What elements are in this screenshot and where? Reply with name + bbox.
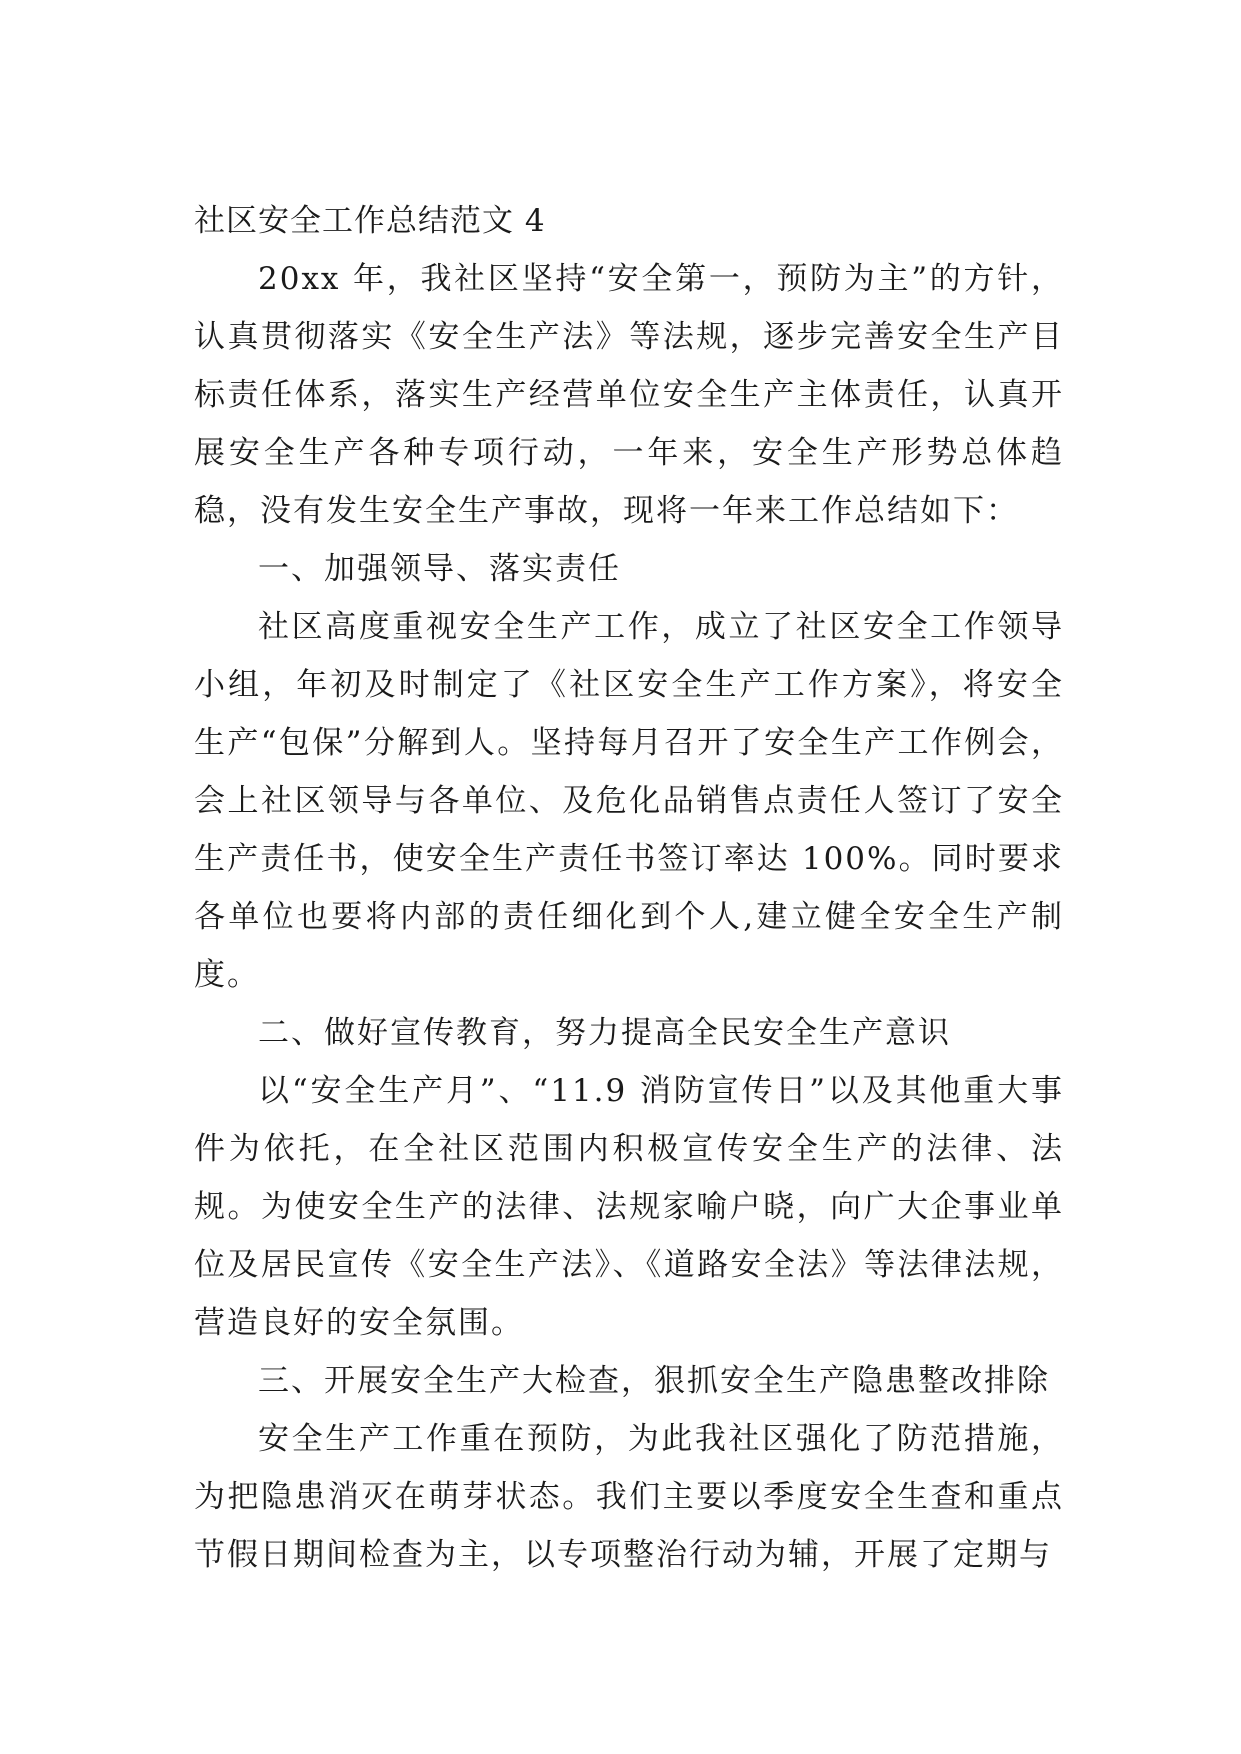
paragraph-section-3: 安全生产工作重在预防，为此我社区强化了防范措施，为把隐患消灭在萌芽状态。我们主要以季度安全生查和重点节假日期间检查为主，以专项整治行动为辅，开展了定期与	[194, 1421, 1064, 1573]
document-body	[194, 192, 1064, 1584]
document-title: 社区安全工作总结范文 4	[194, 203, 546, 239]
paragraph-section-1: 社区高度重视安全生产工作，成立了社区安全工作领导小组，年初及时制定了《社区安全生产工作方案》，将安全生产“包保”分解到人。坚持每月召开了安全生产工作例会，会上社区领导与各单位、及危化品销售点责任人签订了安全生产责任书，使安全生产责任书签订率达 100%。同时要求各单位也要将内部的责任细化到个人,建立健全安全生产制度。	[194, 609, 1064, 993]
section-heading-3: 三、开展安全生产大检查，狠抓安全生产隐患整改排除	[258, 1363, 1050, 1399]
section-heading-2: 二、做好宣传教育，努力提高全民安全生产意识	[258, 1015, 951, 1051]
paragraph-section-2: 以“安全生产月”、“11.9 消防宣传日”以及其他重大事件为依托，在全社区范围内积极宣传安全生产的法律、法规。为使安全生产的法律、法规家喻户晓，向广大企事业单位及居民宣传《安全生产法》、《道路安全法》等法律法规，营造良好的安全氛围。	[194, 1073, 1064, 1341]
section-heading-1: 一、加强领导、落实责任	[258, 551, 621, 587]
paragraph-intro: 20xx 年，我社区坚持“安全第一，预防为主”的方针，认真贯彻落实《安全生产法》等法规，逐步完善安全生产目标责任体系，落实生产经营单位安全生产主体责任，认真开展安全生产各种专项行动，一年来，安全生产形势总体趋稳，没有发生安全生产事故，现将一年来工作总结如下：	[194, 261, 1064, 529]
